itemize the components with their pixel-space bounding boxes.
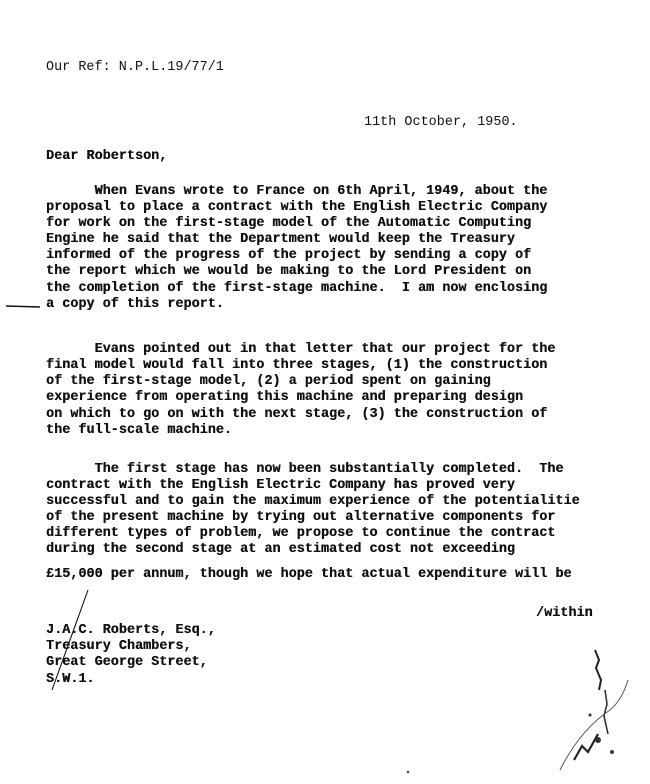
paragraph-2-line: on which to go on with the next stage, (3) the construction of: [46, 407, 548, 422]
continuation-marker: /within: [536, 606, 593, 621]
paragraph-3-line: of the present machine by trying out alternative components for: [46, 510, 556, 525]
paragraph-3-line: £15,000 per annum, though we hope that actual expenditure will be: [46, 567, 572, 582]
paragraph-1-line: When Evans wrote to France on 6th April, 1949, about the: [46, 184, 548, 199]
address-line: J.A.C. Roberts, Esq.,: [46, 623, 216, 638]
paragraph-1-line: the completion of the first-stage machine. I am now enclosing: [46, 281, 548, 296]
margin-dash-mark: [6, 306, 40, 307]
ink-smudge: [574, 734, 598, 760]
paragraph-3-line: contract with the English Electric Company has proved very: [46, 478, 515, 493]
paragraph-1-line: a copy of this report.: [46, 297, 224, 312]
ink-smudge: [595, 650, 601, 690]
reference-line: Our Ref: N.P.L.19/77/1: [46, 60, 224, 75]
address-line: Great George Street,: [46, 655, 208, 670]
paragraph-1-line: the report which we would be making to the Lord President on: [46, 264, 532, 279]
ink-spot: [588, 713, 591, 716]
paragraph-2-line: of the first-stage model, (2) a period spent on gaining: [46, 374, 491, 389]
address-line: Treasury Chambers,: [46, 639, 192, 654]
address-line: S.W.1.: [46, 672, 95, 687]
ink-smudge: [604, 690, 608, 734]
paragraph-3-line: during the second stage at an estimated cost not exceeding: [46, 542, 515, 557]
paragraph-1-line: Engine he said that the Department would keep the Treasury: [46, 232, 515, 247]
paragraph-2-line: the full-scale machine.: [46, 423, 232, 438]
ink-spot: [610, 750, 614, 754]
letter-date: 11th October, 1950.: [364, 115, 518, 130]
paragraph-2-line: Evans pointed out in that letter that our project for the: [46, 342, 556, 357]
paragraph-2-line: final model would fall into three stages, (1) the construction: [46, 358, 548, 373]
paragraph-3-line: successful and to gain the maximum experience of the potentialitie: [46, 494, 580, 509]
salutation: Dear Robertson,: [46, 149, 168, 164]
ink-smudge: [560, 680, 628, 770]
paragraph-2-line: experience from operating this machine and preparing design: [46, 390, 524, 405]
ink-spot: [595, 737, 601, 743]
paragraph-1-line: proposal to place a contract with the English Electric Company: [46, 200, 548, 215]
paragraph-1-line: for work on the first-stage model of the Automatic Computing: [46, 216, 532, 231]
paragraph-3-line: different types of problem, we propose to continue the contract: [46, 526, 556, 541]
paragraph-1-line: informed of the progress of the project by sending a copy of: [46, 248, 532, 263]
ink-spot: [407, 771, 410, 774]
paragraph-3-line: The first stage has now been substantially completed. The: [46, 462, 564, 477]
